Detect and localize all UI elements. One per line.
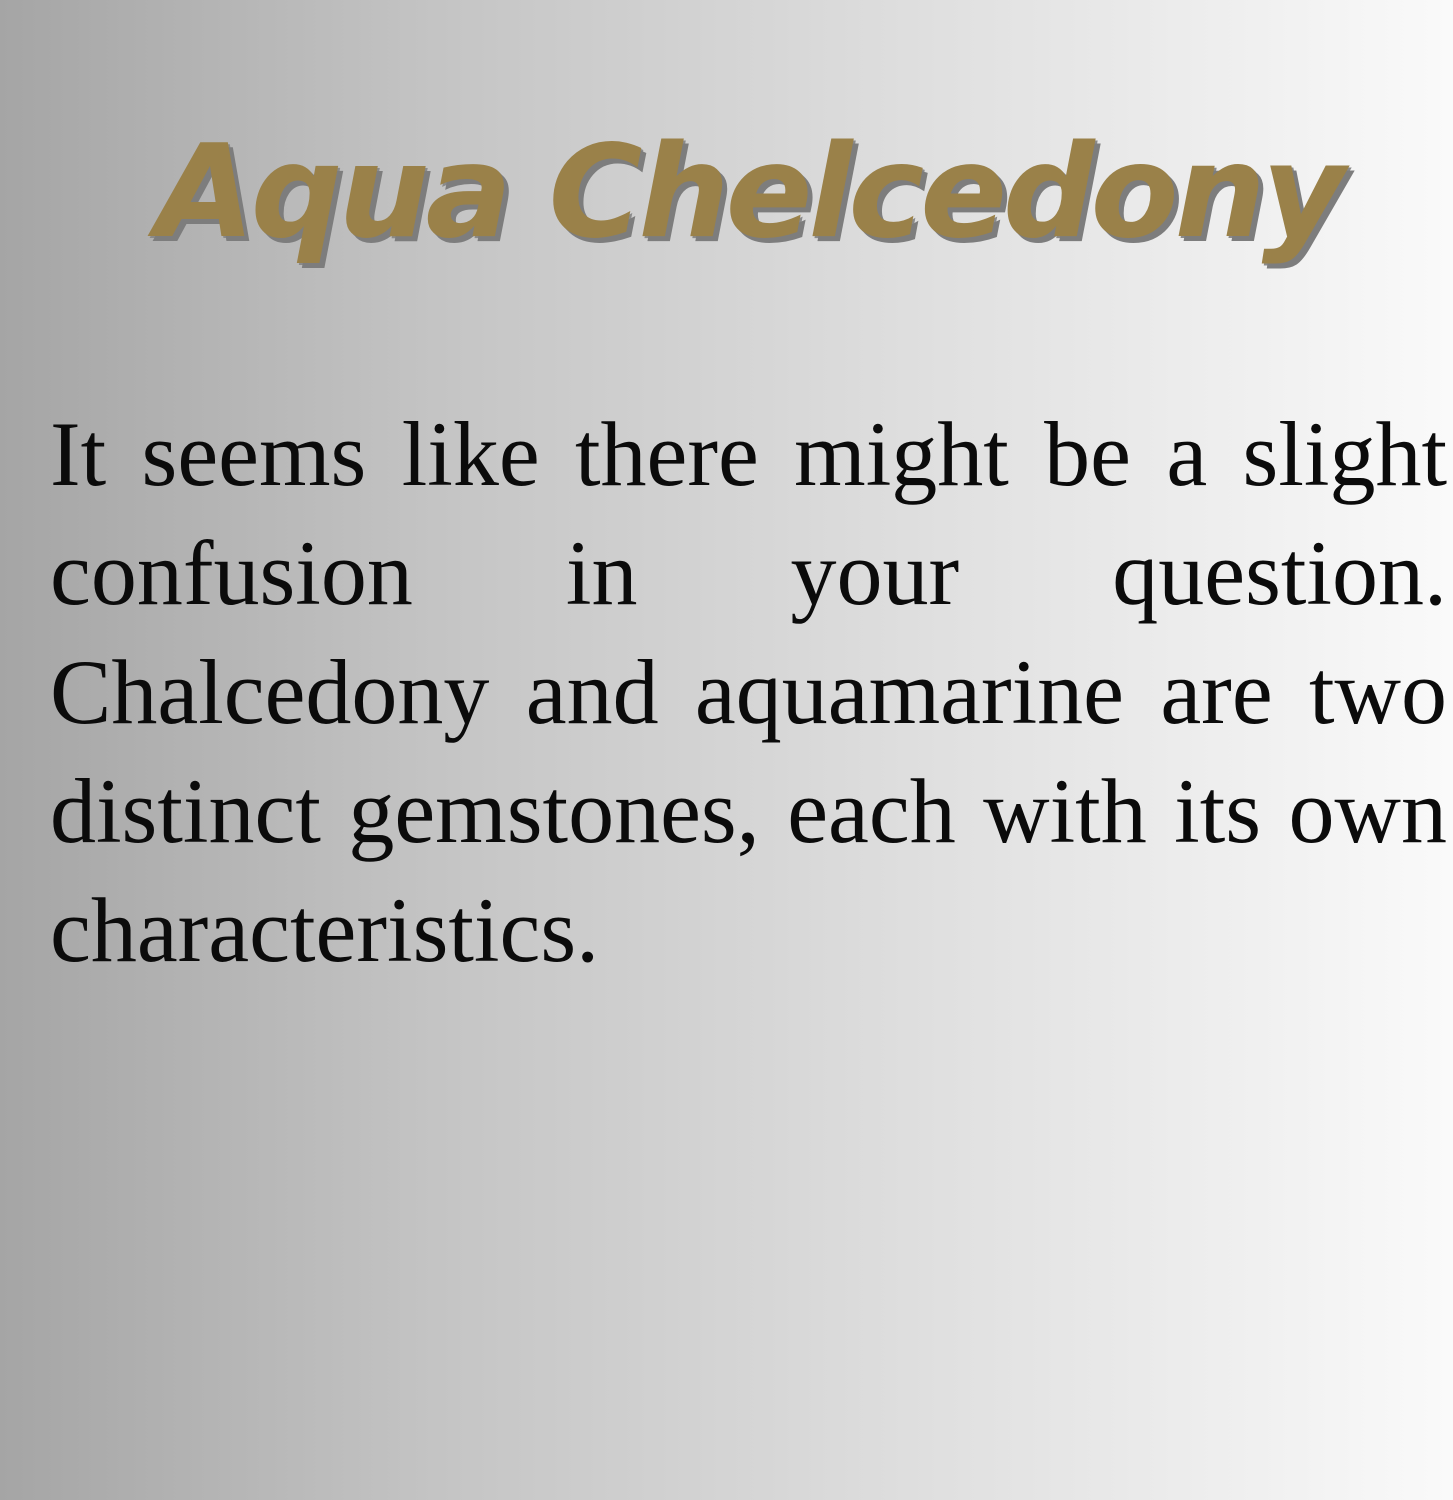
page-title: Aqua Chelcedony xyxy=(155,118,1342,267)
body-paragraph: It seems like there might be a slight confusion in your question. Chalcedony and aquamarine are two distinct gemstones, each with its own characteristics. xyxy=(50,403,1447,981)
